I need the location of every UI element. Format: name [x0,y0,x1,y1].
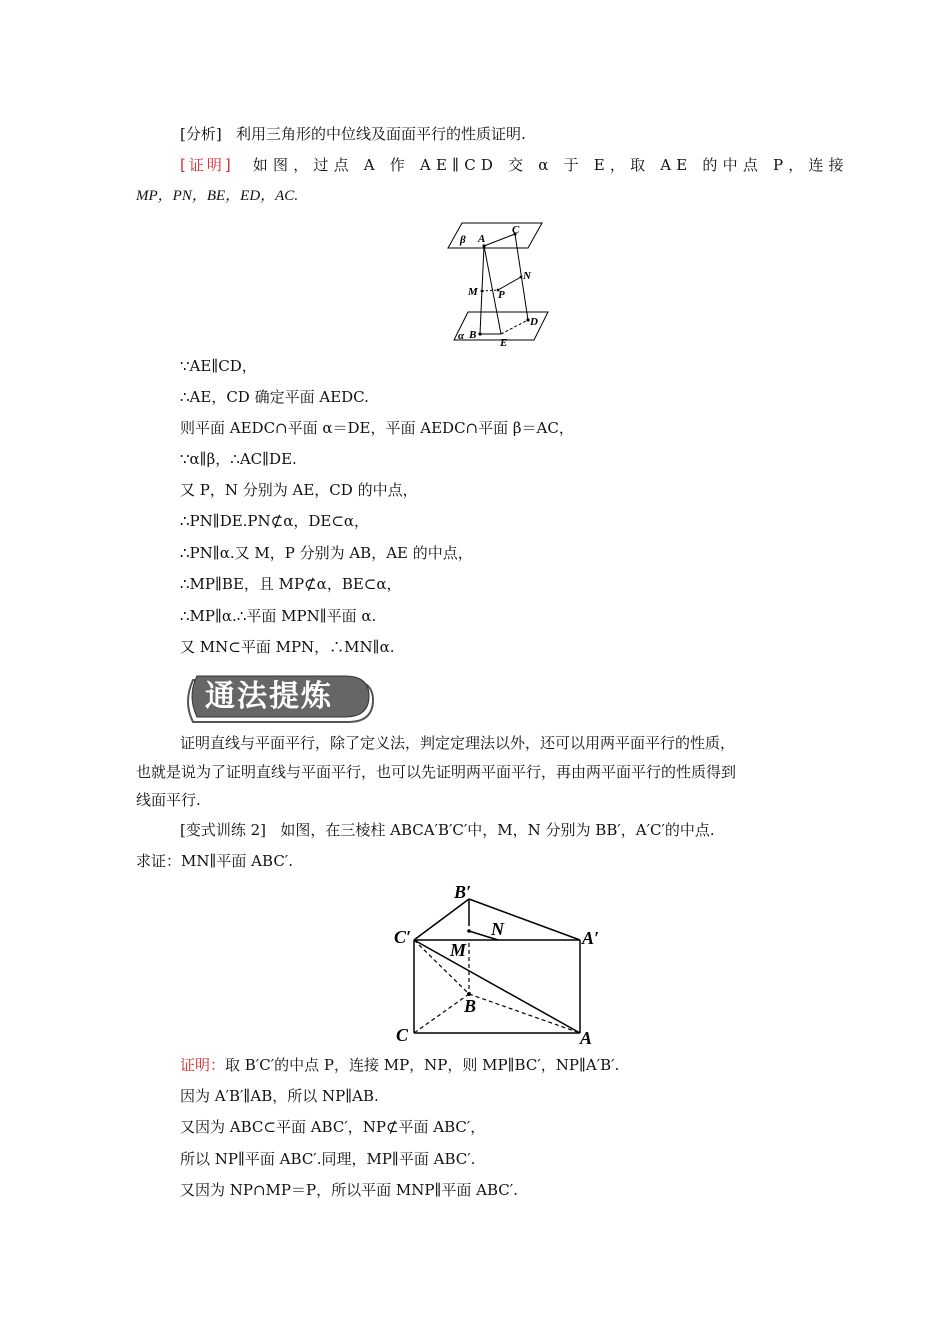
label-D: D [530,316,538,328]
banner-title: 通法提炼 [205,679,333,714]
label-M: M [468,286,478,298]
proof1-tag: [证明] [180,156,234,174]
label-B: B [464,996,477,1016]
proof1-intro: 如图，过点 A 作 AE∥CD 交 α 于 E，取 AE 的中点 P，连接 [252,156,849,174]
label-C: C [396,1025,409,1045]
label-beta: β [460,234,466,246]
proof2-step: 又因为 ABC⊂平面 ABC′，NP⊄平面 ABC′， [180,1118,486,1136]
label-E: E [500,337,508,349]
proof1-step: ∴PN∥α.又 M，P 分别为 AB，AE 的中点， [180,544,473,562]
proof1-step: 则平面 AEDC∩平面 α＝DE，平面 AEDC∩平面 β＝AC， [180,419,574,437]
proof1-step: ∴MP∥α.∴平面 MPN∥平面 α. [180,607,377,625]
label-P: P [498,289,505,301]
label-A: A [580,1028,593,1048]
proof1-step: 又 MN⊂平面 MPN，∴MN∥α. [180,638,395,656]
proof1-step: ∴PN∥DE.PN⊄α，DE⊂α， [180,512,370,530]
proof2-step: 因为 A′B′∥AB，所以 NP∥AB. [180,1087,379,1105]
figure-planes-diagram [440,215,560,350]
label-M: M [450,940,467,960]
label-A: A [478,233,486,245]
exercise-line [180,820,715,840]
proof1-step: ∴MP∥BE，且 MP⊄α，BE⊂α， [180,575,402,593]
proof2-tag: 证明： [180,1056,226,1074]
label-alpha: α [458,330,465,342]
proof2-intro: 取 B′C′的中点 P，连接 MP，NP，则 MP∥BC′，NP∥A′B′. [225,1056,620,1074]
label-C-prime: C′ [394,927,412,947]
exercise-tag: [变式训练 2] [180,821,267,839]
figure-prism-diagram [392,878,607,1048]
label-N: N [523,270,531,282]
analysis-text: 利用三角形的中位线及面面平行的性质证明. [236,125,526,143]
exercise-text: 如图，在三棱柱 ABCA′B′C′中，M，N 分别为 BB′，A′C′的中点. [280,821,715,839]
label-B-prime: B′ [454,882,472,902]
proof2-step: 又因为 NP∩MP＝P，所以平面 MNP∥平面 ABC′. [180,1181,518,1199]
exercise-claim: 求证：MN∥平面 ABC′. [136,852,293,870]
method-banner [183,672,375,726]
label-N: N [491,919,504,939]
label-C: C [512,224,520,236]
label-B: B [469,329,477,341]
proof1-step: ∵α∥β，∴AC∥DE. [180,450,297,468]
proof1-first-line [180,155,849,175]
proof2-first-line [180,1055,619,1075]
proof1-step: 又 P，N 分别为 AE，CD 的中点， [180,481,418,499]
proof1-step: ∴AE，CD 确定平面 AEDC. [180,388,369,406]
analysis-tag: [分析] [180,125,222,143]
proof2-step: 所以 NP∥平面 ABC′.同理，MP∥平面 ABC′. [180,1150,476,1168]
method-line: 线面平行. [136,791,201,809]
method-line: 也就是说为了证明直线与平面平行，也可以先证明两平面平行，再由两平面平行的性质得到 [136,763,737,781]
method-line: 证明直线与平面平行，除了定义法，判定定理法以外，还可以用两平面平行的性质， [180,734,736,752]
proof1-step: ∵AE∥CD， [180,357,257,375]
label-A-prime: A′ [582,928,600,948]
proof1-second-line: MP，PN，BE，ED，AC. [136,188,299,204]
analysis-line [180,124,526,144]
